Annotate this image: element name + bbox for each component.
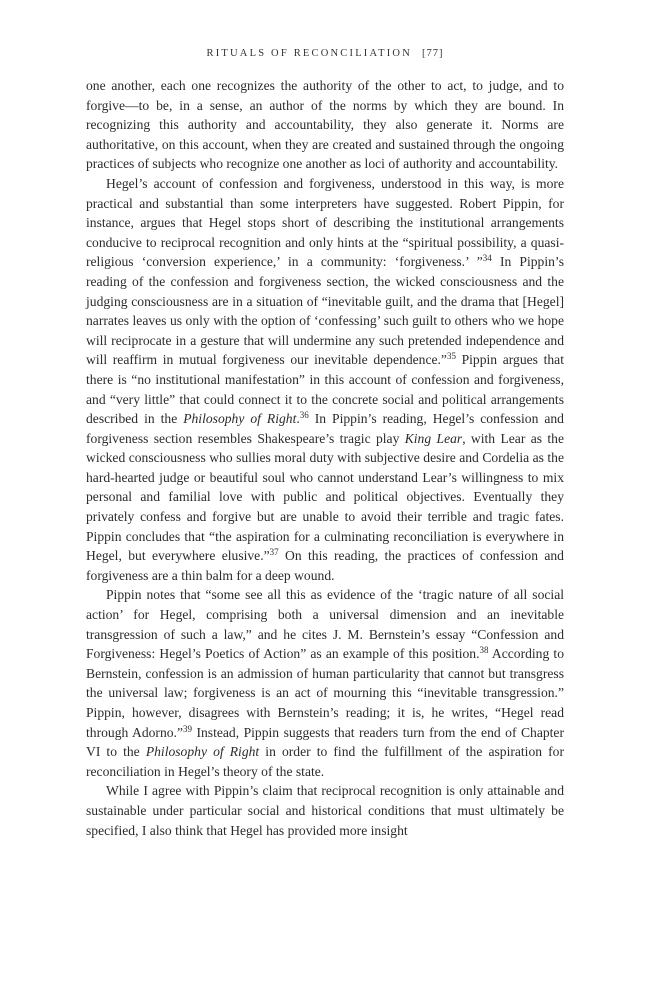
- text-run: Instead, Pippin suggests that readers turn from the end of Chapter VI to the: [86, 724, 564, 760]
- text-run: Hegel’s account of confession and forgiveness, understood in this way, is more practical and substantial than some interpreters have suggested. Robert Pippin, for instance, argues that Hegel stops short of describing the institutional arrangements conducive to reciprocal recognition and only hints at the “spiritual possibility, a quasi-religious ‘conversion experience,’ in a community: ‘forgiveness.’ ”: [86, 175, 564, 270]
- footnote-ref: 35: [446, 351, 456, 362]
- text-run: in order to find the fulfillment of the aspiration for reconciliation in Hegel’s theory of the state.: [86, 744, 564, 779]
- text-run: one another, each one recognizes the authority of the other to act, to judge, and to forgive—to be, in a sense, an author of the norms by which they are bound. In recognizing this authority and accountability, they also generate it. Norms are authoritative, on this account, when they are created and sustained through the ongoing practices of subjects who recognize one another as loci of authority and accountability.: [86, 78, 564, 172]
- footnote-ref: 36: [299, 410, 309, 421]
- paragraph-1: [86, 76, 564, 174]
- footnote-ref: 39: [182, 723, 192, 734]
- page-number: [77]: [422, 48, 444, 59]
- text-run: .: [296, 411, 300, 427]
- text-run: Pippin argues that there is “no institutional manifestation” in this account of confession and forgiveness, and “very little” that could connect it to the concrete social and political arrangements described in the: [86, 352, 564, 427]
- text-run: According to Bernstein, confession is an admission of human particularity that cannot but transgress the universal law; forgiveness is an act of mourning this “inevitable transgression.” Pippin, however, disagrees with Bernstein’s reading; it is, he writes, “Hegel read through Adorno.”: [86, 646, 564, 740]
- text-run: In Pippin’s reading, Hegel’s confession and forgiveness section resembles Shakespeare’s tragic play: [86, 411, 564, 446]
- italic-title: Philosophy of Right: [145, 744, 260, 760]
- paragraph-4: [86, 781, 564, 840]
- text-run: In Pippin’s reading of the confession and forgiveness section, the wicked consciousness and the judging consciousness are in a situation of “inevitable guilt, and the drama that [Hegel] narrates leaves us only with the option of ‘confessing’ such guilt to others who we hope will reciprocate in a gesture that will undermine any such pretended independence and will reaffirm in mutual forgiveness our inevitable dependence.”: [86, 254, 564, 368]
- text-run: , with Lear as the wicked consciousness who sullies moral duty with subjective desire and Cordelia as the hard-hearted judge or beautiful soul who cannot understand Lear’s willingness to mix personal and familial love with public and political objectives. Eventually they privately confess and forgive but are unable to avoid their terrible and tragic fates. Pippin concludes that “the aspiration for a culminating reconciliation is everywhere in Hegel, but everywhere elusive.”: [86, 430, 564, 564]
- running-head-title: RITUALS OF RECONCILIATION: [206, 48, 412, 59]
- body-text: [86, 76, 564, 840]
- paragraph-3: [86, 585, 564, 781]
- paragraph-2: [86, 174, 564, 585]
- italic-title: King Lear: [404, 430, 463, 446]
- footnote-ref: 34: [482, 253, 492, 264]
- running-head: [0, 48, 650, 59]
- text-run: While I agree with Pippin’s claim that reciprocal recognition is only attainable and sustainable under particular social and historical conditions that must ultimately be specified, I also think that Hegel has provided more insight: [86, 783, 564, 838]
- text-run: On this reading, the practices of confession and forgiveness are a thin balm for a deep wound.: [86, 548, 564, 583]
- italic-title: Philosophy of Right: [183, 411, 297, 427]
- text-run: Pippin notes that “some see all this as evidence of the ‘tragic nature of all social action’ for Hegel, comprising both a universal dimension and an inevitable transgression of such a law,” and he cites J. M. Bernstein’s essay “Confession and Forgiveness: Hegel’s Poetics of Action” as an example of this position.: [86, 587, 564, 662]
- footnote-ref: 38: [479, 645, 489, 656]
- footnote-ref: 37: [269, 547, 279, 558]
